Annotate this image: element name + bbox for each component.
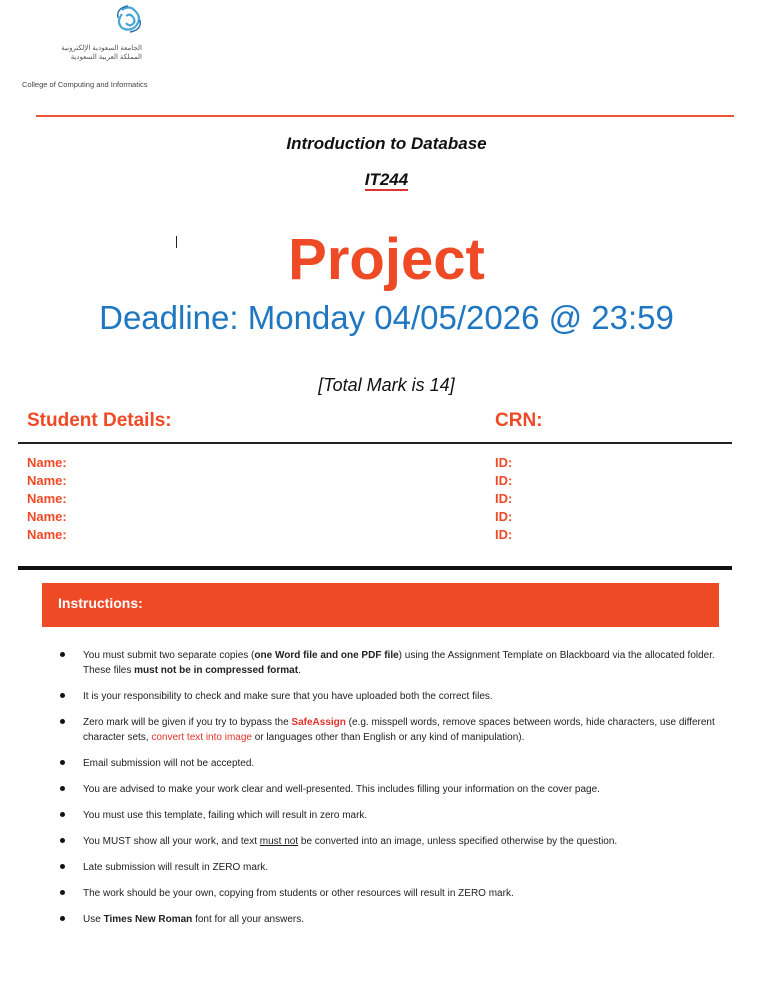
- university-logo-icon: [100, 4, 158, 44]
- instruction-item: [60, 689, 725, 704]
- name-field[interactable]: Name:: [27, 527, 67, 542]
- university-logo: [22, 4, 202, 94]
- instruction-item: [60, 756, 725, 771]
- instruction-text: .: [298, 665, 301, 676]
- instructions-heading: Instructions:: [58, 595, 143, 611]
- instruction-text: or languages other than English or any kind of manipulation).: [251, 732, 525, 743]
- details-divider: [18, 442, 732, 444]
- instructions-list: [60, 648, 725, 938]
- course-code-text: IT244: [364, 170, 409, 189]
- instruction-text: convert text into image: [151, 732, 252, 743]
- instruction-item: [60, 834, 725, 849]
- instruction-text: one Word file and one PDF file: [254, 650, 399, 661]
- instruction-text: Zero mark will be given if you try to bypass the: [83, 717, 292, 728]
- instruction-text: The work should be your own, copying from students or other resources will result in ZERO mark.: [83, 888, 514, 899]
- instruction-text: must not be in compressed format: [134, 665, 299, 676]
- instruction-item: [60, 860, 725, 875]
- student-row: [27, 455, 727, 473]
- id-field[interactable]: ID:: [495, 473, 513, 488]
- instruction-text: You must submit two separate copies (: [83, 650, 255, 661]
- name-field[interactable]: Name:: [27, 473, 67, 488]
- instruction-item: [60, 782, 725, 797]
- instruction-item: [60, 715, 725, 745]
- student-details-label: Student Details:: [27, 410, 172, 431]
- instruction-text: Times New Roman: [103, 914, 193, 925]
- course-title: Introduction to Database: [286, 134, 487, 153]
- student-rows: [27, 455, 727, 545]
- id-field[interactable]: ID:: [495, 527, 513, 542]
- crn-label: CRN:: [495, 410, 543, 431]
- total-mark: [Total Mark is 14]: [318, 375, 455, 395]
- instruction-text: You must use this template, failing which will result in zero mark.: [83, 810, 368, 821]
- student-row: [27, 509, 727, 527]
- instruction-text: (e.g. misspell words, remove spaces between words, hide characters, use different character sets,: [83, 717, 715, 743]
- instruction-text: font for all your answers.: [192, 914, 305, 925]
- instruction-text: You MUST show all your work, and text: [83, 836, 260, 847]
- student-row: [27, 527, 727, 545]
- id-field[interactable]: ID:: [495, 509, 513, 524]
- instruction-item: [60, 648, 725, 678]
- id-field[interactable]: ID:: [495, 491, 513, 506]
- instruction-text: must not: [259, 836, 299, 847]
- instruction-text: SafeAssign: [291, 717, 346, 728]
- header-divider: [36, 115, 734, 117]
- section-divider: [18, 566, 732, 570]
- college-name: College of Computing and Informatics: [22, 80, 148, 89]
- logo-arabic-text: الجامعة السعودية الإلكترونية المملكة العربية السعودية: [61, 45, 142, 61]
- instruction-text: You are advised to make your work clear and well-presented. This includes filling your information on the cover page.: [83, 784, 600, 795]
- name-field[interactable]: Name:: [27, 455, 67, 470]
- instruction-item: [60, 808, 725, 823]
- instruction-text: Email submission will not be accepted.: [83, 758, 255, 769]
- project-title: Project: [288, 227, 485, 292]
- instruction-text: It is your responsibility to check and make sure that you have uploaded both the correct files.: [83, 691, 493, 702]
- instruction-item: [60, 886, 725, 901]
- name-field[interactable]: Name:: [27, 509, 67, 524]
- id-field[interactable]: ID:: [495, 455, 513, 470]
- student-row: [27, 473, 727, 491]
- instruction-text: Late submission will result in ZERO mark.: [83, 862, 269, 873]
- name-field[interactable]: Name:: [27, 491, 67, 506]
- course-code: [0, 170, 773, 190]
- instruction-text: be converted into an image, unless specified otherwise by the question.: [298, 836, 618, 847]
- instructions-banner: [42, 583, 719, 627]
- instruction-text: Use: [83, 914, 104, 925]
- instruction-item: [60, 912, 725, 927]
- instruction-text: ) using the Assignment Template on Blackboard via the allocated folder. These files: [83, 650, 715, 676]
- deadline-text: Deadline: Monday 04/05/2026 @ 23:59: [99, 299, 674, 336]
- student-row: [27, 491, 727, 509]
